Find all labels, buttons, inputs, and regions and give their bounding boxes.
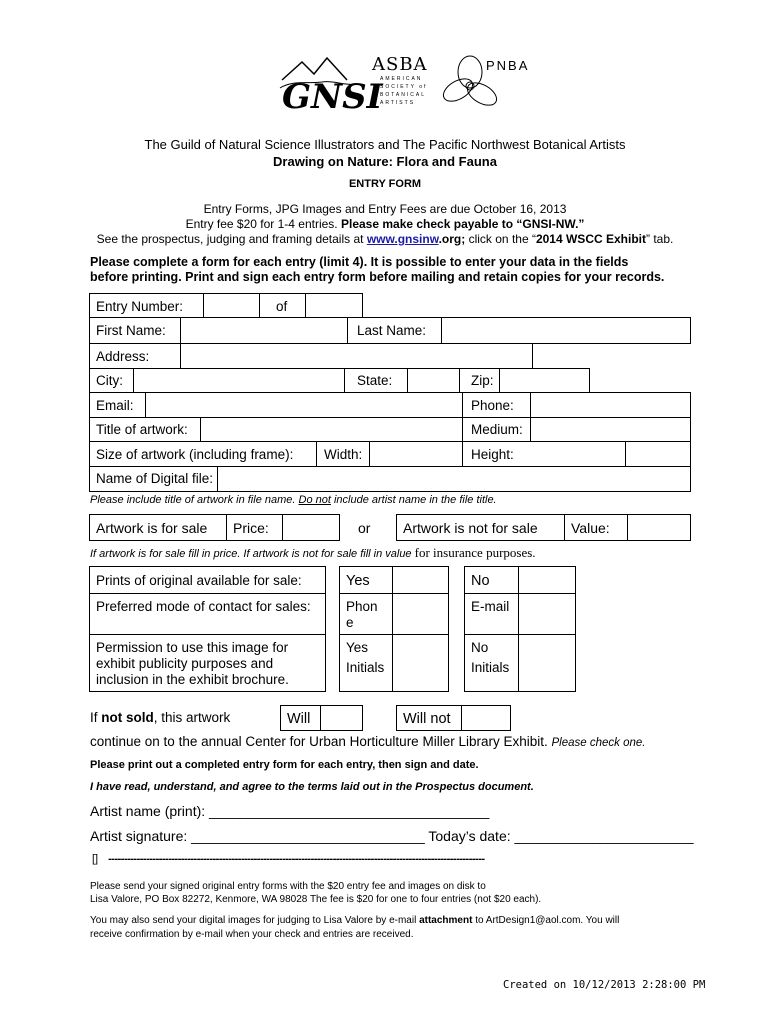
- zip-label: Zip:: [471, 373, 494, 388]
- state-label: State:: [357, 373, 393, 388]
- attachment-emph: attachment: [419, 915, 473, 926]
- price-label: Price:: [233, 520, 269, 536]
- file-note-tail: include artist name in the file title.: [330, 494, 497, 506]
- entry-of-label: of: [276, 299, 288, 314]
- last-name-label: Last Name:: [357, 323, 427, 338]
- contact-label: Preferred mode of contact for sales:: [96, 599, 311, 614]
- form-title: ENTRY FORM: [348, 178, 422, 190]
- city-label: City:: [96, 373, 123, 388]
- last-name-input[interactable]: [441, 317, 691, 344]
- permission-label: [96, 640, 289, 688]
- prints-label: Prints of original available for sale:: [96, 573, 302, 588]
- for-sale-label: Artwork is for sale: [96, 520, 208, 536]
- digital-file-label: Name of Digital file:: [96, 471, 214, 486]
- not-sold-emph: not sold: [101, 710, 154, 725]
- mail-instructions: [90, 880, 541, 906]
- address-label: Address:: [96, 349, 150, 364]
- email-line2: receive confirmation by e-mail when your check and entries are received.: [90, 929, 414, 940]
- entry-total-input[interactable]: [305, 293, 363, 318]
- page-title: The Guild of Natural Science Illustrators and The Pacific Northwest Botanical Artists: [144, 137, 626, 152]
- will-checkbox[interactable]: [321, 706, 362, 730]
- value-input[interactable]: [627, 514, 691, 541]
- asba-subtitle: AMERICAN SOCIETY of BOTANICAL ARTISTS: [380, 76, 428, 106]
- check-one-note: Please check one.: [551, 737, 646, 749]
- contact-email-label: E-mail: [471, 599, 510, 614]
- entry-number-label: Entry Number:: [96, 299, 184, 314]
- address-input[interactable]: [180, 343, 533, 369]
- permission-line1: Permission to use this image for: [96, 640, 289, 655]
- email-label: Email:: [96, 398, 134, 413]
- state-input[interactable]: [407, 368, 460, 393]
- permission-no-initials: Initials: [471, 660, 510, 675]
- asba-wordmark: ASBA: [372, 54, 428, 75]
- cut-line: [92, 853, 485, 865]
- prints-no-checkbox[interactable]: [519, 567, 575, 592]
- instructions-line2: before printing. Print and sign each entry form before mailing and retain copies for your records.: [90, 270, 665, 284]
- prints-yes-checkbox[interactable]: [393, 567, 448, 592]
- exhibit-title: Drawing on Nature: Flora and Fauna: [273, 154, 497, 169]
- permission-no: [471, 640, 509, 676]
- file-note-text: Please include title of artwork in file name.: [90, 494, 299, 506]
- link-suffix: .org;: [438, 232, 469, 246]
- miller-library-text: continue on to the annual Center for Urban Horticulture Miller Library Exhibit.: [90, 734, 552, 749]
- value-label: Value:: [571, 520, 610, 536]
- medium-input[interactable]: [530, 417, 691, 442]
- instructions-line1: Please complete a form for each entry (limit 4). It is possible to enter your data in the fields: [90, 255, 629, 269]
- not-sold-label: [90, 710, 230, 726]
- price-input[interactable]: [282, 514, 340, 541]
- asba-logo: [372, 54, 440, 124]
- fee-line: [0, 217, 770, 231]
- first-name-input[interactable]: [180, 317, 348, 344]
- email-text: You may also send your digital images for judging to Lisa Valore by e-mail: [90, 915, 420, 926]
- exhibit-tab-name: 2014 WSCC Exhibit: [535, 232, 646, 246]
- click-text: click on the “: [468, 232, 536, 246]
- will-not-label: Will not: [403, 711, 451, 727]
- pnba-wordmark: PNBA: [486, 58, 530, 73]
- svg-text:GNSI: GNSI: [282, 77, 383, 117]
- prospectus-text: See the prospectus, judging and framing details at: [96, 232, 367, 246]
- permission-no-initials-input[interactable]: [519, 635, 575, 691]
- permission-yes-initials: Initials: [346, 660, 385, 675]
- created-timestamp: Created on 10/12/2013 2:28:00 PM: [503, 979, 706, 991]
- file-note-emph: Do not: [298, 494, 331, 506]
- email-tail: to ArtDesign1@aol.com. You will: [472, 915, 620, 926]
- fee-text: Entry fee $20 for 1-4 entries.: [185, 217, 341, 231]
- will-not-checkbox[interactable]: [462, 706, 510, 730]
- contact-phone-line1: Phon: [346, 599, 378, 614]
- contact-phone-checkbox[interactable]: [393, 594, 448, 633]
- not-sold-prefix: If: [90, 710, 102, 725]
- artist-signature-line: Artist signature: ______________________________ Today’s date: _______________________: [90, 828, 694, 844]
- email-instructions: [90, 914, 619, 942]
- miller-library-line: [90, 734, 645, 751]
- phone-label: Phone:: [471, 398, 514, 413]
- permission-no-label: No: [471, 640, 489, 655]
- sale-note-tail: for insurance purposes.: [414, 545, 536, 560]
- permission-yes: [346, 640, 384, 676]
- size-label: Size of artwork (including frame):: [96, 447, 294, 462]
- check-payable: Please make check payable to “GNSI-NW.”: [340, 217, 585, 231]
- width-input[interactable]: [369, 441, 463, 467]
- will-label: Will: [287, 711, 311, 727]
- contact-phone-line2: e: [346, 615, 354, 630]
- permission-line2: exhibit publicity purposes and: [96, 656, 274, 671]
- first-name-label: First Name:: [96, 323, 166, 338]
- permission-yes-initials-input[interactable]: [393, 635, 448, 691]
- height-label: Height:: [471, 447, 514, 462]
- height-input[interactable]: [625, 441, 691, 467]
- entry-number-input[interactable]: [203, 293, 260, 318]
- email-input[interactable]: [145, 392, 463, 418]
- permission-yes-label: Yes: [346, 640, 369, 655]
- phone-input[interactable]: [530, 392, 691, 418]
- or-label: or: [358, 520, 371, 536]
- contact-phone-label: [346, 599, 378, 631]
- digital-file-input[interactable]: [217, 466, 691, 492]
- gnsi-logo: [272, 50, 383, 122]
- not-for-sale-label: Artwork is not for sale: [403, 520, 538, 536]
- print-instructions: Please print out a completed entry form for each entry, then sign and date.: [90, 759, 479, 771]
- cut-mark: []: [92, 853, 99, 865]
- file-name-note: [90, 494, 497, 506]
- city-input[interactable]: [133, 368, 345, 393]
- mail-line1: Please send your signed original entry forms with the $20 entry fee and images on disk to: [90, 881, 486, 892]
- gnsinw-link[interactable]: www.gnsinw: [366, 232, 439, 246]
- title-input[interactable]: [200, 417, 463, 442]
- prospectus-line: [0, 232, 770, 246]
- mail-line2: Lisa Valore, PO Box 82272, Kenmore, WA 98028 The fee is $20 for one to four entries (not $20 each).: [90, 894, 542, 905]
- prints-yes-label: Yes: [346, 573, 370, 589]
- sale-note-text: If artwork is for sale fill in price. If artwork is not for sale fill in value: [90, 548, 415, 560]
- width-label: Width:: [324, 447, 363, 462]
- artist-name-line: Artist name (print): ____________________________________: [90, 803, 490, 819]
- sale-note: [90, 545, 536, 561]
- contact-email-checkbox[interactable]: [519, 594, 575, 633]
- zip-input[interactable]: [499, 368, 590, 393]
- prints-no-label: No: [471, 573, 490, 589]
- due-date-line: Entry Forms, JPG Images and Entry Fees are due October 16, 2013: [203, 202, 567, 216]
- not-sold-suffix: , this artwork: [153, 710, 231, 725]
- agreement-statement: I have read, understand, and agree to the terms laid out in the Prospectus document.: [90, 781, 534, 793]
- tab-text: ” tab.: [645, 232, 674, 246]
- title-label: Title of artwork:: [96, 422, 188, 437]
- permission-line3: inclusion in the exhibit brochure.: [96, 672, 289, 687]
- medium-label: Medium:: [471, 422, 523, 437]
- cut-dashes: -----------------------------------------------------------------------------------------------------------------------: [108, 853, 485, 865]
- logo-group: [272, 46, 532, 124]
- email-line1: [90, 914, 619, 928]
